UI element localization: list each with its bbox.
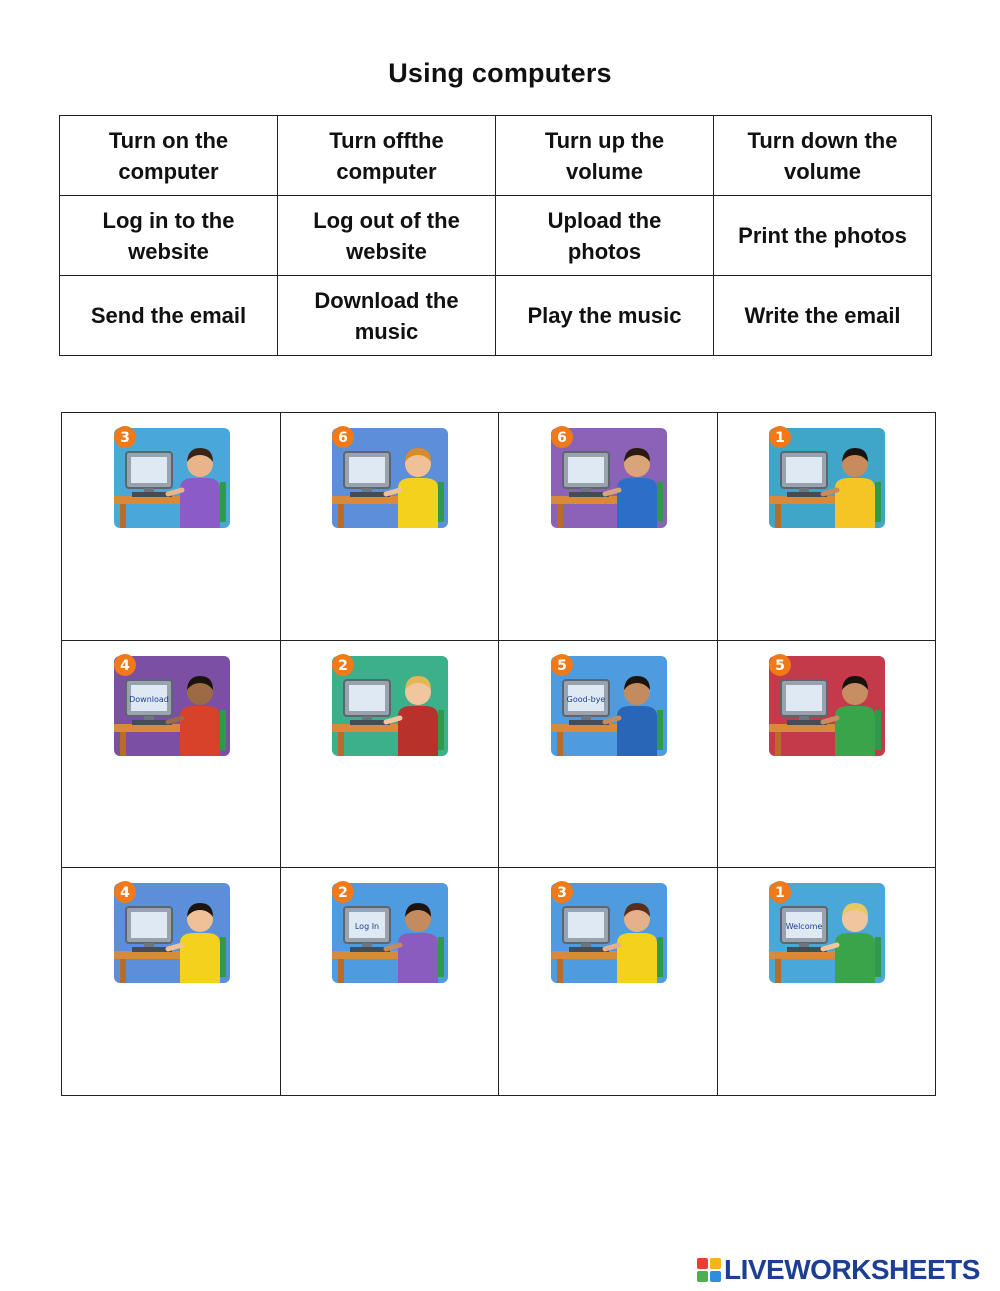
number-badge: 4 — [119, 657, 130, 674]
picture-drop-cell[interactable] — [717, 868, 936, 1096]
number-badge: 1 — [775, 430, 786, 446]
phrase-row — [60, 116, 932, 196]
girl-speakers-illustration — [765, 422, 887, 532]
number-badge: 5 — [556, 657, 567, 674]
picture-drop-cell[interactable] — [499, 640, 718, 868]
picture-illustration — [110, 650, 232, 760]
picture-drop-cell[interactable] — [62, 413, 281, 641]
picture-illustration — [547, 650, 669, 760]
boy-turn-on-illustration — [765, 877, 887, 987]
girl-send-email-illustration — [547, 877, 669, 987]
screen-text: Download — [128, 694, 169, 704]
picture-illustration — [765, 877, 887, 987]
girl-play-music-illustration — [110, 877, 232, 987]
phrase-cell: Turn up the volume — [496, 116, 714, 196]
picture-illustration — [547, 877, 669, 987]
picture-drop-cell[interactable] — [280, 868, 499, 1096]
picture-illustration — [328, 650, 450, 760]
number-badge: 2 — [338, 657, 349, 674]
phrase-table — [59, 115, 932, 356]
logo-text: LIVEWORKSHEETS — [724, 1254, 980, 1285]
number-badge: 1 — [775, 885, 786, 902]
boy-laptop-illustration — [547, 422, 669, 532]
phrase-row — [60, 276, 932, 356]
phrase-cell: Write the email — [714, 276, 932, 356]
page-title: Using computers — [388, 58, 612, 88]
picture-illustration — [765, 422, 887, 532]
phrase-cell: Play the music — [496, 276, 714, 356]
picture-illustration — [328, 422, 450, 532]
picture-illustration — [547, 422, 669, 532]
logo-block-red — [697, 1258, 708, 1269]
picture-drop-cell[interactable] — [280, 413, 499, 641]
number-badge: 2 — [338, 885, 349, 902]
logo-block-blue — [710, 1271, 721, 1282]
picture-drop-cell[interactable] — [717, 413, 936, 641]
picture-drop-cell[interactable] — [499, 868, 718, 1096]
picture-grid — [61, 412, 936, 1096]
picture-drop-cell[interactable] — [717, 640, 936, 868]
picture-drop-cell[interactable] — [280, 640, 499, 868]
phrase-cell: Turn on the computer — [60, 116, 278, 196]
boy-upload-photos-illustration — [328, 650, 450, 760]
number-badge: 3 — [556, 885, 567, 902]
boy-logout-illustration — [547, 650, 669, 760]
picture-row — [62, 413, 936, 641]
picture-row — [62, 640, 936, 868]
phrase-cell: Log out of the website — [278, 196, 496, 276]
phrase-cell: Turn down the volume — [714, 116, 932, 196]
number-badge: 4 — [119, 885, 130, 902]
boy-login-illustration — [328, 877, 450, 987]
phrase-cell: Turn offthe computer — [278, 116, 496, 196]
picture-drop-cell[interactable] — [499, 413, 718, 641]
number-badge: 5 — [775, 657, 786, 674]
picture-illustration — [328, 877, 450, 987]
screen-text: Good-bye — [566, 694, 606, 704]
phrase-cell: Upload the photos — [496, 196, 714, 276]
phrase-row — [60, 196, 932, 276]
logo-block-green — [697, 1271, 708, 1282]
picture-illustration — [110, 422, 232, 532]
girl-headphones-music-illustration — [328, 422, 450, 532]
logo-blocks-icon — [697, 1258, 721, 1282]
liveworksheets-logo — [697, 1254, 980, 1286]
number-badge: 6 — [338, 430, 349, 446]
phrase-cell: Log in to the website — [60, 196, 278, 276]
girl-print-illustration — [765, 650, 887, 760]
phrase-cell: Print the photos — [714, 196, 932, 276]
number-badge: 6 — [556, 430, 567, 446]
number-badge: 3 — [119, 430, 130, 446]
girl-laptop-illustration — [110, 422, 232, 532]
phrase-cell: Send the email — [60, 276, 278, 356]
screen-text: Welcome — [785, 922, 823, 932]
picture-drop-cell[interactable] — [62, 640, 281, 868]
picture-illustration — [110, 877, 232, 987]
screen-text: Log In — [355, 922, 380, 932]
picture-illustration — [765, 650, 887, 760]
phrase-cell: Download the music — [278, 276, 496, 356]
picture-row — [62, 868, 936, 1096]
boy-download-illustration — [110, 650, 232, 760]
logo-block-yellow — [710, 1258, 721, 1269]
picture-drop-cell[interactable] — [62, 868, 281, 1096]
